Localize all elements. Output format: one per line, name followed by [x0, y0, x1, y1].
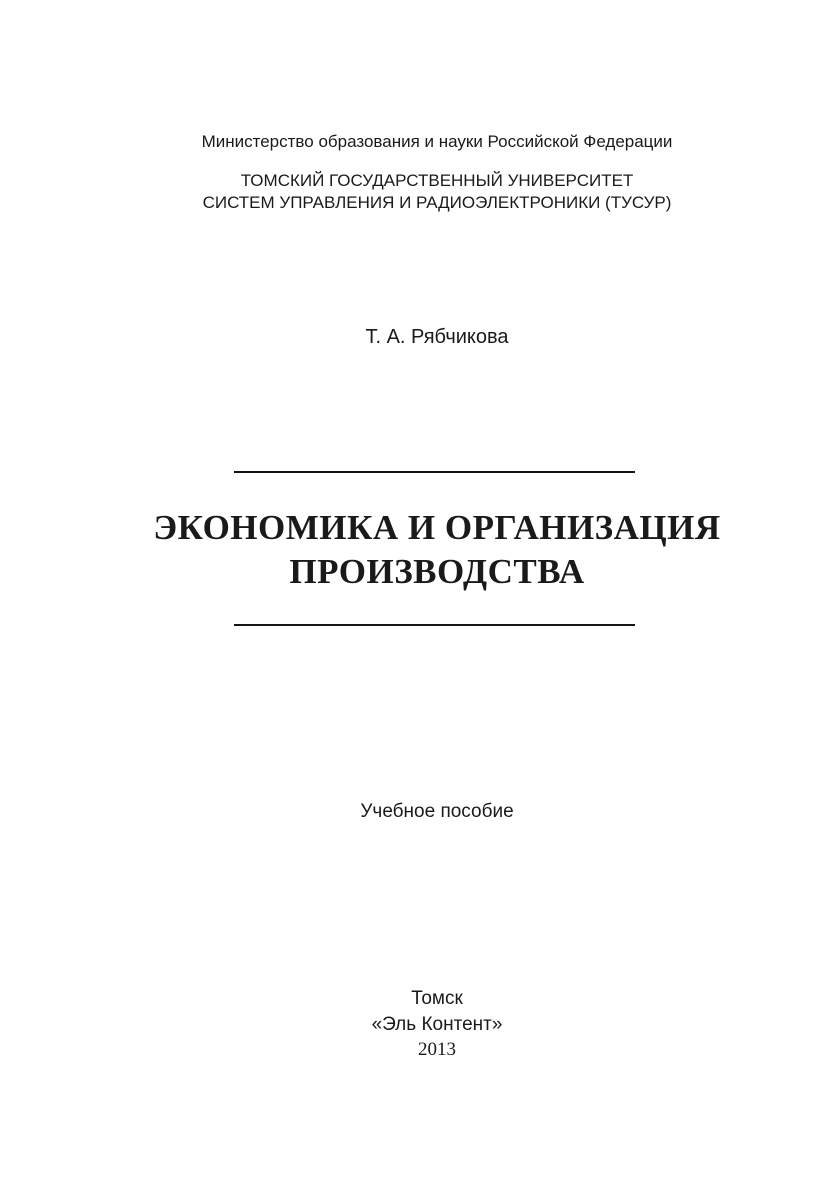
imprint-publisher: «Эль Контент» [371, 1013, 503, 1035]
author-name: Т. А. Рябчикова [365, 326, 509, 348]
ministry-line: Министерство образования и науки Российской Федерации [201, 132, 673, 151]
university-line-2: СИСТЕМ УПРАВЛЕНИЯ И РАДИОЭЛЕКТРОНИКИ (ТУСУР) [202, 193, 672, 212]
edition-type: Учебное пособие [360, 801, 514, 822]
book-title [38, 506, 836, 594]
university-line-1: ТОМСКИЙ ГОСУДАРСТВЕННЫЙ УНИВЕРСИТЕТ [240, 171, 634, 190]
double-rule-bottom [234, 624, 635, 626]
imprint-block [38, 986, 836, 1063]
book-title-line-2: ПРОИЗВОДСТВА [289, 552, 585, 591]
imprint-city: Томск [411, 988, 463, 1009]
double-rule-top [234, 471, 635, 473]
university-block [38, 170, 836, 214]
imprint-year: 2013 [418, 1039, 456, 1060]
book-title-line-1: ЭКОНОМИКА И ОРГАНИЗАЦИЯ [153, 508, 721, 547]
